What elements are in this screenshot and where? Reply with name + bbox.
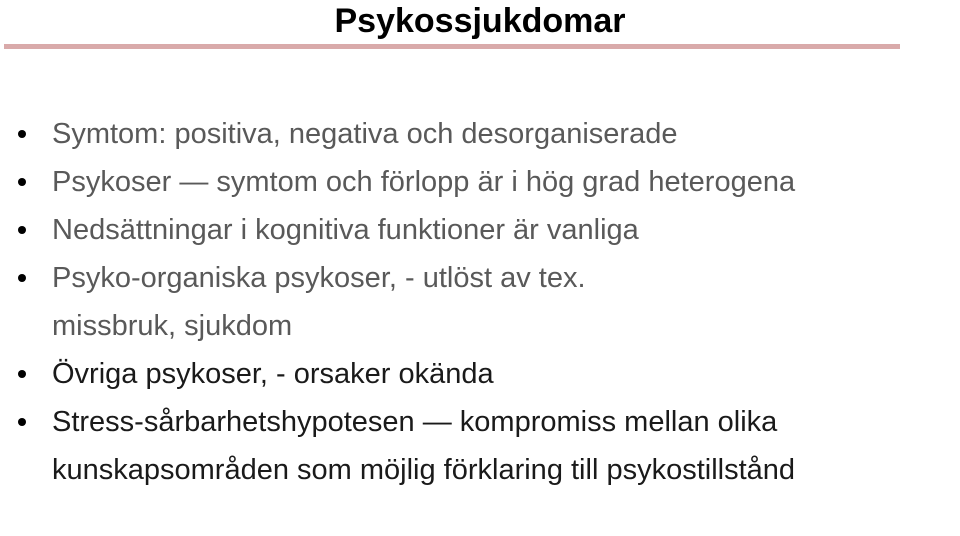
bullet-item-ovriga: [0, 350, 960, 398]
bullet-dot-icon: [18, 418, 26, 426]
bullet-dot-icon: [18, 178, 26, 186]
title-underline: [4, 44, 900, 49]
bullet-list: [0, 110, 960, 494]
bullet-text: Symtom: positiva, negativa och desorganiserade: [52, 118, 678, 150]
slide-title: Psykossjukdomar: [334, 2, 626, 40]
bullet-dot-icon: [18, 130, 26, 138]
bullet-text: Övriga psykoser, - orsaker okända: [52, 358, 494, 390]
bullet-dot-icon: [18, 370, 26, 378]
bullet-text: Stress-sårbarhetshypotesen — kompromiss mellan olika kunskapsområden som möjlig förklaring till psykostillstånd: [52, 406, 796, 486]
bullet-text: Nedsättningar i kognitiva funktioner är vanliga: [52, 214, 639, 246]
bullet-item-psyko-organiska: [0, 254, 960, 350]
bullet-text: Psykoser — symtom och förlopp är i hög grad heterogena: [52, 166, 796, 198]
bullet-dot-icon: [18, 226, 26, 234]
bullet-item-symtom: [0, 110, 960, 158]
bullet-dot-icon: [18, 274, 26, 282]
bullet-item-nedsattningar: [0, 206, 960, 254]
bullet-text: Psyko-organiska psykoser, - utlöst av tex. missbruk, sjukdom: [52, 262, 586, 342]
bullet-item-psykoser: [0, 158, 960, 206]
bullet-item-stress: [0, 398, 960, 494]
